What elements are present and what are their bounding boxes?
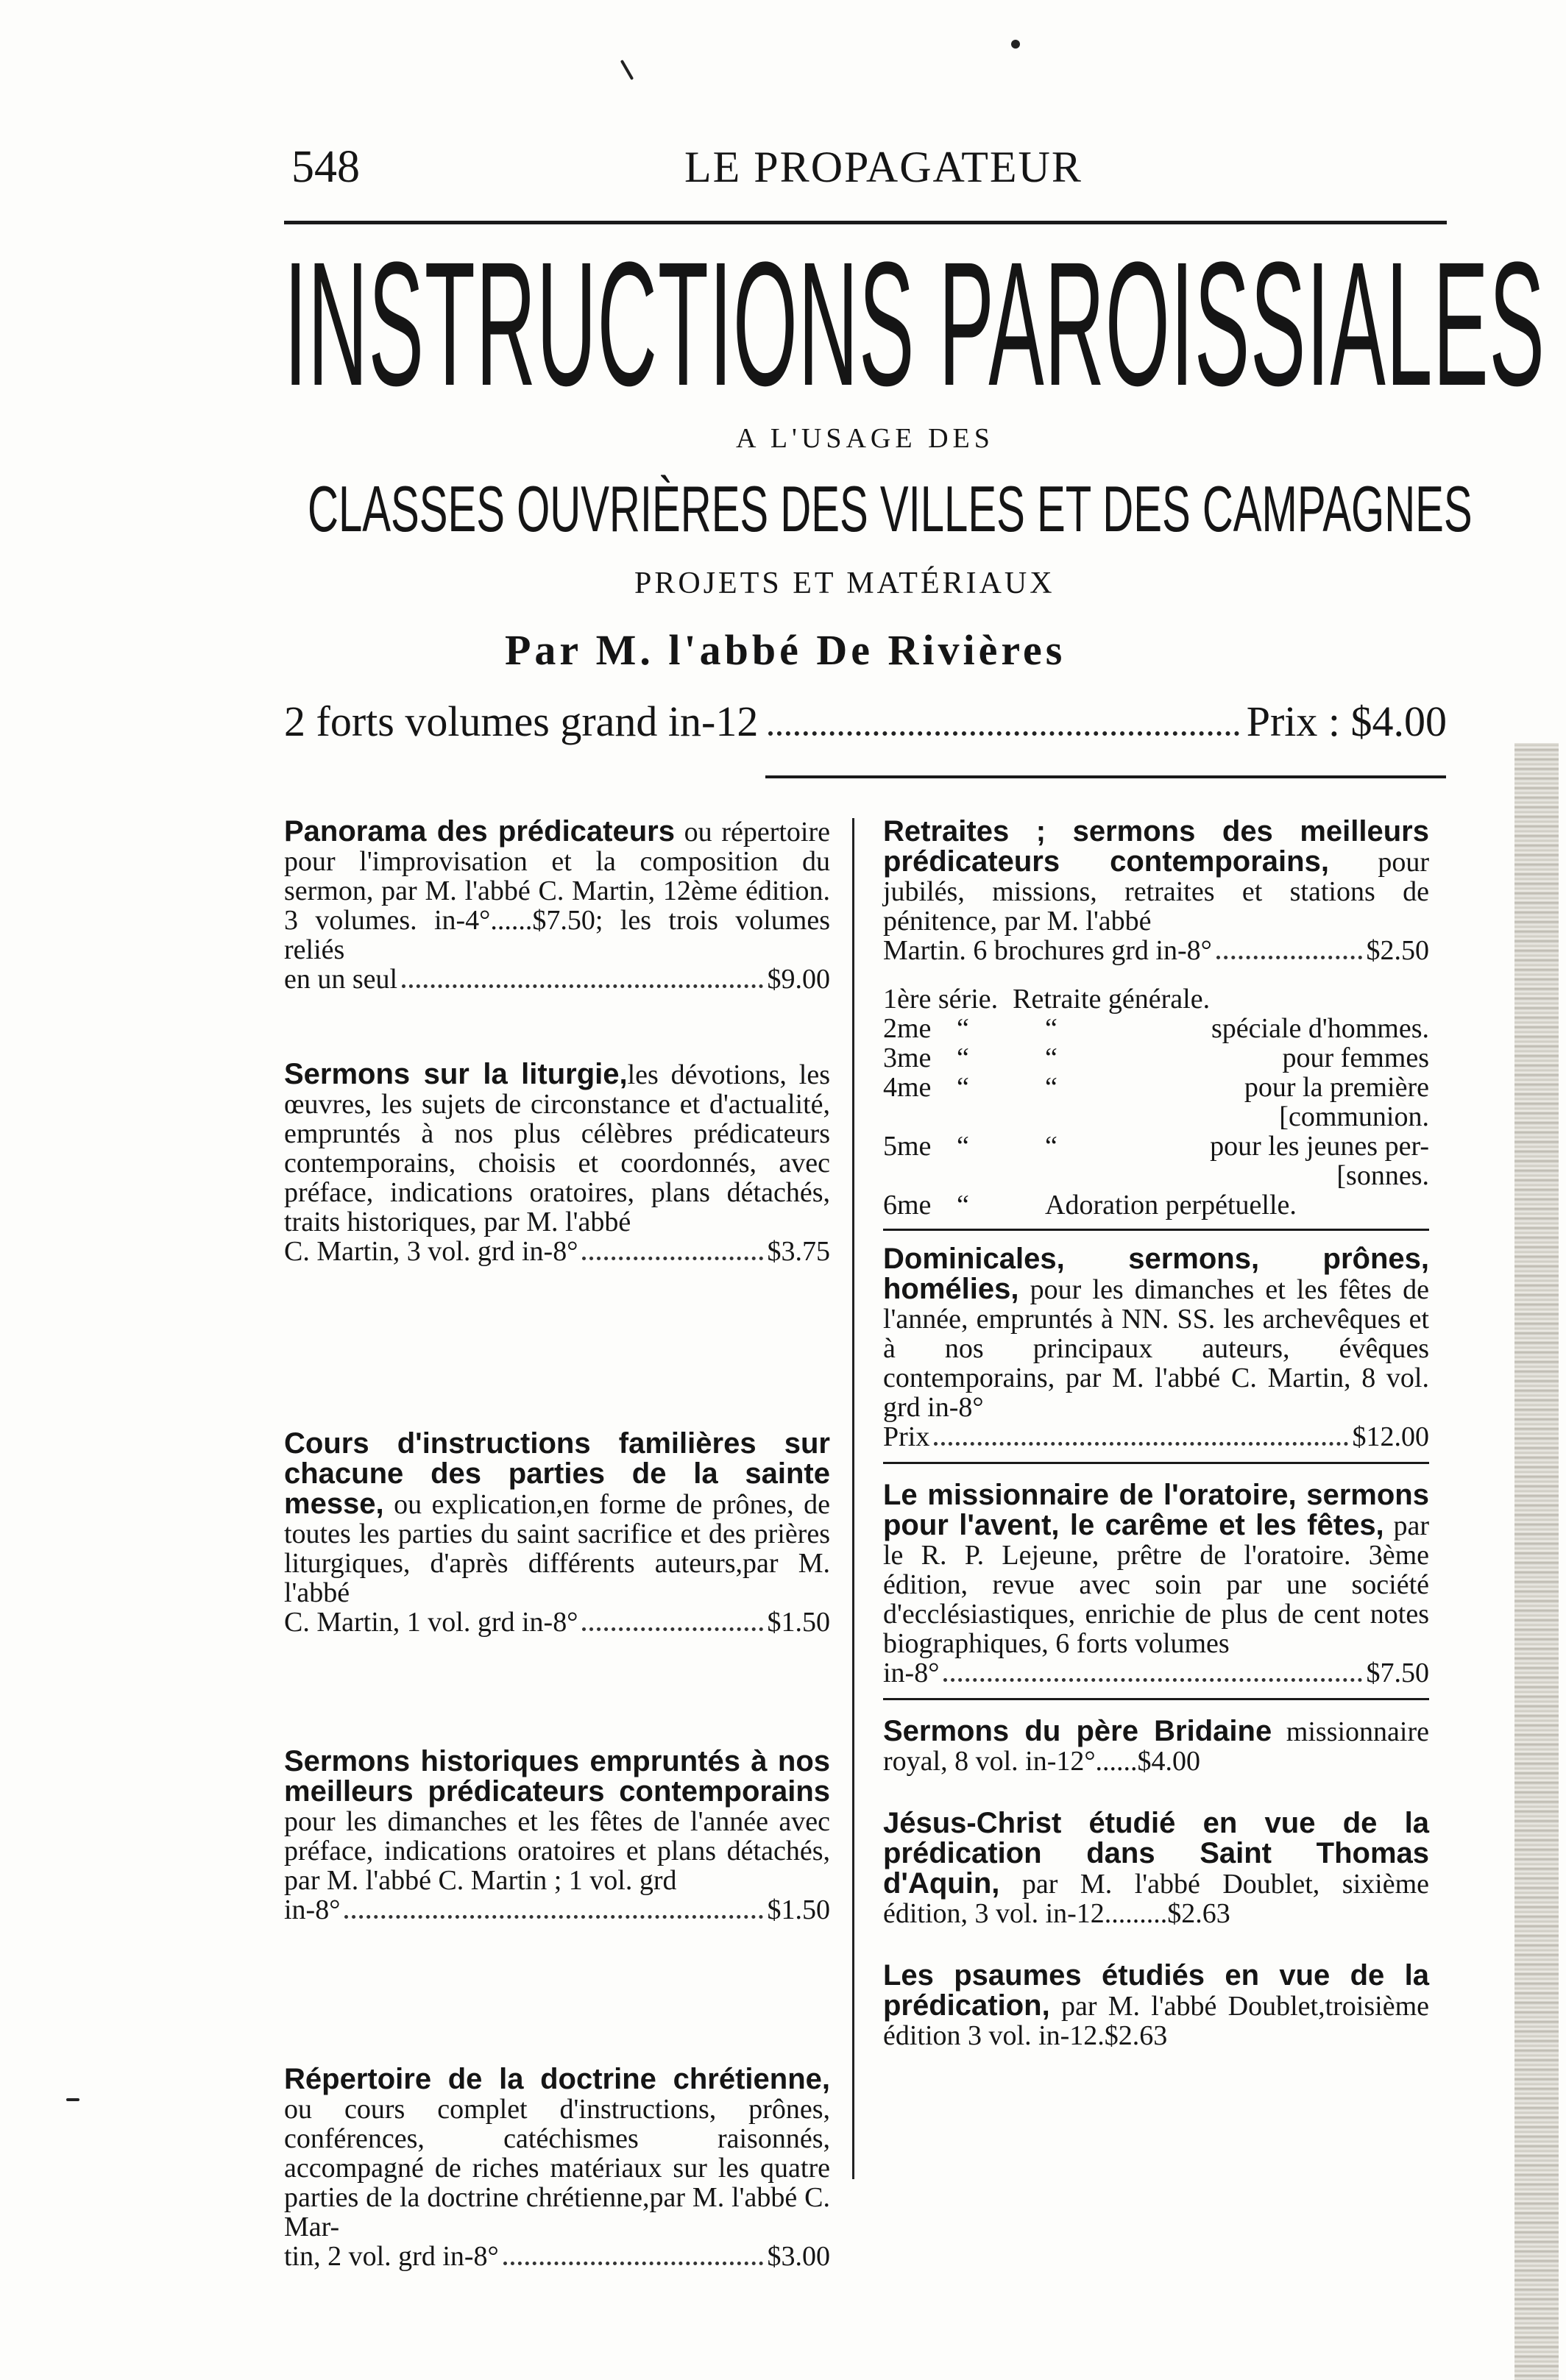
entry-title: Sermons du père Bridaine [883,1715,1272,1747]
page-number: 548 [291,142,360,192]
retreat-series-list [883,984,1429,1220]
advert-title: INSTRUCTIONS PAROISSIALES [284,225,1545,422]
entry-price: $1.50 [767,1894,830,1925]
price-label: tin, 2 vol. grd in-8° [284,2241,499,2272]
price-label: en un seul [284,964,398,995]
catalog-entry [883,1244,1429,1453]
leader-dots [768,731,1239,736]
entry-text: les dévotions, les œuvres, les sujets de circonstance et d'actualité, empruntés à nos plus célèbres prédicateurs contemporains, choisis et coordonnés, avec préface, indications oratoires, plans détachés, traits historiques, par M. l'abbé [284,1059,830,1237]
ink-speck [66,2098,79,2101]
series-row [883,1043,1429,1073]
entry-price: $3.00 [767,2241,830,2272]
series-num: 3me [883,1042,932,1073]
left-column [284,817,830,2273]
ditto-mark: “ [1045,1131,1057,1162]
running-title: LE PROPAGATEUR [684,143,1083,191]
entry-title: Jésus-Christ étudié en vue de la prédication dans Saint Thomas d'Aquin, [883,1807,1429,1900]
ditto-mark: “ [1045,1013,1057,1044]
advert-usage: A L'USAGE DES [736,423,994,454]
series-item: pour femmes [1282,1042,1429,1073]
ditto-mark: “ [957,1072,969,1103]
entry-price-line [284,965,830,995]
entry-text: pour les dimanches et les fêtes de l'année avec préface, indications oratoires et plans détachés, par M. l'abbé C. Martin ; 1 vol. grd [284,1806,830,1896]
entry-text: ou répertoire pour l'improvisation et la composition du sermon, par M. l'abbé C. Martin, 12ème édition. 3 volumes. in-4°......$7.50; les trois volumes reliés [284,817,830,965]
ditto-mark: “ [957,1131,969,1162]
entry-price: $12.00 [1352,1421,1429,1452]
section-rule [765,775,1446,778]
entry-title: Cours d'instructions familières sur chacune des parties de la sainte messe, [284,1427,830,1520]
ditto-mark: “ [957,1042,969,1073]
catalog-entry [284,2064,830,2273]
header-rule [284,221,1447,224]
entry-text: ou explication,en forme de prônes, de toutes les parties du saint sacrifice et des prières liturgiques, d'après différents auteurs,par M. l'abbé [284,1489,831,1608]
catalog-entry [883,1808,1429,1928]
price-label: in-8° [284,1894,341,1925]
entry-price-line [883,1658,1429,1689]
price-label: C. Martin, 1 vol. grd in-8° [284,1607,578,1638]
catalog-entry [284,1747,830,2017]
entry-title: Dominicales, sermons, prônes, homélies, [883,1243,1429,1305]
entry-price-line [284,1237,830,1268]
catalog-entry [284,1429,830,1699]
catalog-entry [284,1059,830,1389]
catalog-entry [883,1480,1429,1689]
entry-title: Retraites ; sermons des meilleurs prédicateurs contemporains, [883,815,1429,878]
advert-volumes-line [284,697,1447,746]
series-item: Retraite générale. [1013,984,1211,1015]
series-continuation: [sonnes. [1336,1160,1429,1191]
ditto-mark: “ [1045,1042,1057,1073]
catalog-entry [284,817,830,1021]
series-num: 1ère série. [883,984,999,1015]
entry-text: missionnaire royal, 8 vol. in-12°......$4.00 [883,1716,1429,1777]
entry-price-line [284,1608,830,1638]
ink-speck [1011,40,1020,49]
entry-text: ou cours complet d'instructions, prônes, conférences, catéchismes raisonnés, accompagné de riches matériaux sur les quatre parties de la doctrine chrétienne,par M. l'abbé C. Mar- [284,2094,830,2242]
series-item: pour la première [1244,1072,1429,1103]
page-edge-scan-artifact [1514,743,1559,2380]
entry-title: Sermons historiques empruntés à nos meilleurs prédicateurs contemporains [284,1745,830,1808]
catalog-entry [883,1961,1429,2050]
ditto-mark: “ [1045,1072,1057,1103]
entry-price: $1.50 [767,1607,830,1638]
entry-price-line [883,936,1429,967]
column-divider [852,818,854,2179]
entry-text: par M. l'abbé Doublet, sixième édition, 3 vol. in-12.........$2.63 [883,1869,1429,1929]
series-row [883,984,1429,1014]
series-item: Adoration perpétuelle. [1045,1190,1297,1221]
separator-rule [883,1462,1429,1464]
price-label: Martin. 6 brochures grd in-8° [883,935,1212,966]
advert-price: Prix : $4.00 [1246,697,1447,745]
series-num: 5me [883,1131,932,1162]
price-label: C. Martin, 3 vol. grd in-8° [284,1236,578,1267]
entry-price-line [883,1422,1429,1453]
series-num: 6me [883,1190,932,1221]
entry-price-line [284,2242,830,2273]
advert-author: Par M. l'abbé De Rivières [505,626,1066,674]
price-label: Prix [883,1421,930,1452]
ditto-mark: “ [957,1190,969,1221]
entry-price: $3.75 [767,1236,830,1267]
series-num: 2me [883,1013,932,1044]
entry-text: par le R. P. Lejeune, prêtre de l'oratoire. 3ème édition, revue avec soin par une société d'ecclésiastiques, enrichie de plus de cent notes biographiques, 6 forts volumes [883,1510,1430,1659]
advert-volumes: 2 forts volumes grand in-12 [284,697,759,745]
series-item: pour les jeunes per- [1210,1131,1429,1162]
series-row [883,1190,1429,1220]
series-num: 4me [883,1072,932,1103]
entry-price-line [284,1895,830,1926]
series-row [883,1014,1429,1043]
series-row [883,1132,1429,1161]
entry-text: par M. l'abbé Doublet,troisième édition 3 vol. in-12.$2.63 [883,1991,1429,2051]
separator-rule [883,1698,1429,1700]
entry-price: $7.50 [1366,1658,1429,1688]
advert-subtitle: PROJETS ET MATÉRIAUX [634,566,1055,600]
entry-price: $2.50 [1366,935,1429,966]
ink-speck [620,60,634,80]
entry-title: Sermons sur la liturgie, [284,1058,628,1090]
entry-title: Répertoire de la doctrine chrétienne, [284,2063,830,2095]
series-continuation: [communion. [1279,1101,1429,1132]
advert-audience: CLASSES OUVRIÈRES DES VILLES ET DES CAMPAGNES [308,472,1473,545]
separator-rule [883,1229,1429,1231]
ditto-mark: “ [957,1013,969,1044]
entry-title: Panorama des prédicateurs [284,815,675,848]
catalog-entry [883,817,1429,967]
series-row [883,1073,1429,1102]
entry-price: $9.00 [767,964,830,995]
entry-title: Les psaumes étudiés en vue de la prédication, [883,1959,1429,2022]
entry-text: pour les dimanches et les fêtes de l'année, empruntés à NN. SS. les archevêques et à nos principaux auteurs, évêques contemporains, par M. l'abbé C. Martin, 8 vol. grd in-8° [883,1274,1429,1423]
entry-text: pour jubilés, missions, retraites et stations de pénitence, par M. l'abbé [883,847,1430,937]
series-item: spéciale d'hommes. [1211,1013,1429,1044]
entry-title: Le missionnaire de l'oratoire, sermons pour l'avent, le carême et les fêtes, [883,1479,1429,1541]
catalog-entry [883,1716,1429,1776]
price-label: in-8° [883,1658,940,1688]
right-column [883,817,1429,2050]
